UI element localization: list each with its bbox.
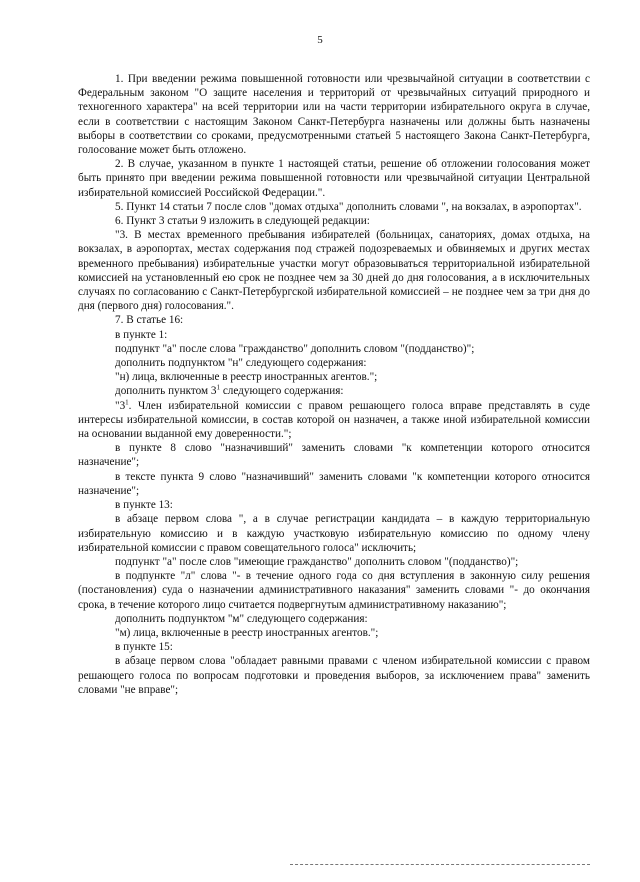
paragraph: "м) лица, включенные в реестр иностранных агентов."; — [115, 626, 379, 639]
paragraph: 2. В случае, указанном в пункте 1 настоящей статьи, решение об отложении голосования может быть принято при введении режима повышенной готовности или чрезвычайной ситуации Центральной избирательной комиссией Российской Федерации.". — [78, 158, 590, 199]
paragraph: дополнить подпунктом "н" следующего содержания: — [115, 357, 367, 370]
page-number: 5 — [317, 34, 323, 46]
superscript: 1 — [125, 397, 129, 406]
paragraph: дополнить подпунктом "м" следующего содержания: — [115, 612, 368, 625]
paragraph: в пункте 1: — [115, 328, 168, 341]
paragraph: в пункте 15: — [115, 641, 173, 654]
paragraph-text: следующего содержания: — [220, 385, 344, 398]
document-body — [78, 72, 590, 697]
paragraph: 6. Пункт 3 статьи 9 изложить в следующей редакции: — [115, 215, 370, 228]
paragraph: в пункте 13: — [115, 499, 173, 512]
paragraph: 1. При введении режима повышенной готовности или чрезвычайной ситуации в соответствии с Федеральным законом "О защите населения и территорий от чрезвычайных ситуаций природного и техногенного характера" на всей территории или на части территории избирательного округа в случае, если в соответствии с настоящим Законом Санкт-Петербурга назначены или должны быть назначены выборы в соответствии со сроками, предусмотренными статьей 5 настоящего Закона Санкт-Петербурга, голосование может быть отложено. — [78, 73, 590, 157]
scan-artifact-line — [290, 864, 590, 865]
paragraph: подпункт "а" после слов "имеющие гражданство" дополнить словом "(подданство)"; — [115, 555, 519, 568]
paragraph: в подпункте "л" слова "- в течение одного года со дня вступления в законную силу решения (постановления) суда о назначении административного наказания" заменить словами "- до окончания срока, в течение которого лицо считается подвергнутым административному наказанию"; — [78, 570, 590, 611]
paragraph: 7. В статье 16: — [115, 314, 184, 327]
superscript: 1 — [216, 383, 221, 392]
paragraph: в абзаце первом слова "обладает равными правами с членом избирательной комиссии с правом решающего голоса по вопросам подготовки и проведения выборов, за исключением права" заменить словами "не вправе"; — [78, 655, 590, 696]
paragraph: в пункте 8 слово "назначивший" заменить словами "к компетенции которого относится назначение"; — [78, 442, 590, 469]
paragraph: подпункт "а" после слова "гражданство" дополнить словом "(подданство)"; — [115, 342, 475, 355]
paragraph: 5. Пункт 14 статьи 7 после слов "домах отдыха" дополнить словами ", на вокзалах, в аэропортах". — [115, 200, 582, 213]
paragraph: в тексте пункта 9 слово "назначивший" заменить словами "к компетенции которого относится назначение"; — [78, 470, 590, 497]
paragraph: в абзаце первом слова ", а в случае регистрации кандидата – в каждую территориальную избирательную комиссию и в каждую участковую избирательную комиссию по одному члену избирательной комиссии с правом совещательного голоса" исключить; — [78, 513, 590, 554]
paragraph — [78, 384, 590, 398]
paragraph-text: . Член избирательной комиссии с правом решающего голоса вправе представлять в суде интересы избирательной комиссии, в состав которой он назначен, а также иной избирательной комиссии на основании выданной ему доверенности."; — [78, 399, 590, 441]
paragraph: "3. В местах временного пребывания избирателей (больницах, санаториях, домах отдыха, на вокзалах, в аэропортах, местах содержания под стражей подозреваемых и обвиняемых и других местах временного пребывания) избирательные участки могут образовываться территориальной избирательной комиссией на установленный ею срок не позднее чем за 30 дней до дня голосования, а в исключительных случаях по согласованию с Санкт-Петербургской избирательной комиссией – не позднее чем за три дня до дня (первого дня) голосования.". — [78, 229, 590, 313]
paragraph — [78, 399, 590, 442]
paragraph-text: "3 — [115, 399, 126, 412]
paragraph: "н) лица, включенные в реестр иностранных агентов."; — [115, 371, 378, 384]
paragraph-text: дополнить пунктом 3 — [115, 385, 217, 398]
